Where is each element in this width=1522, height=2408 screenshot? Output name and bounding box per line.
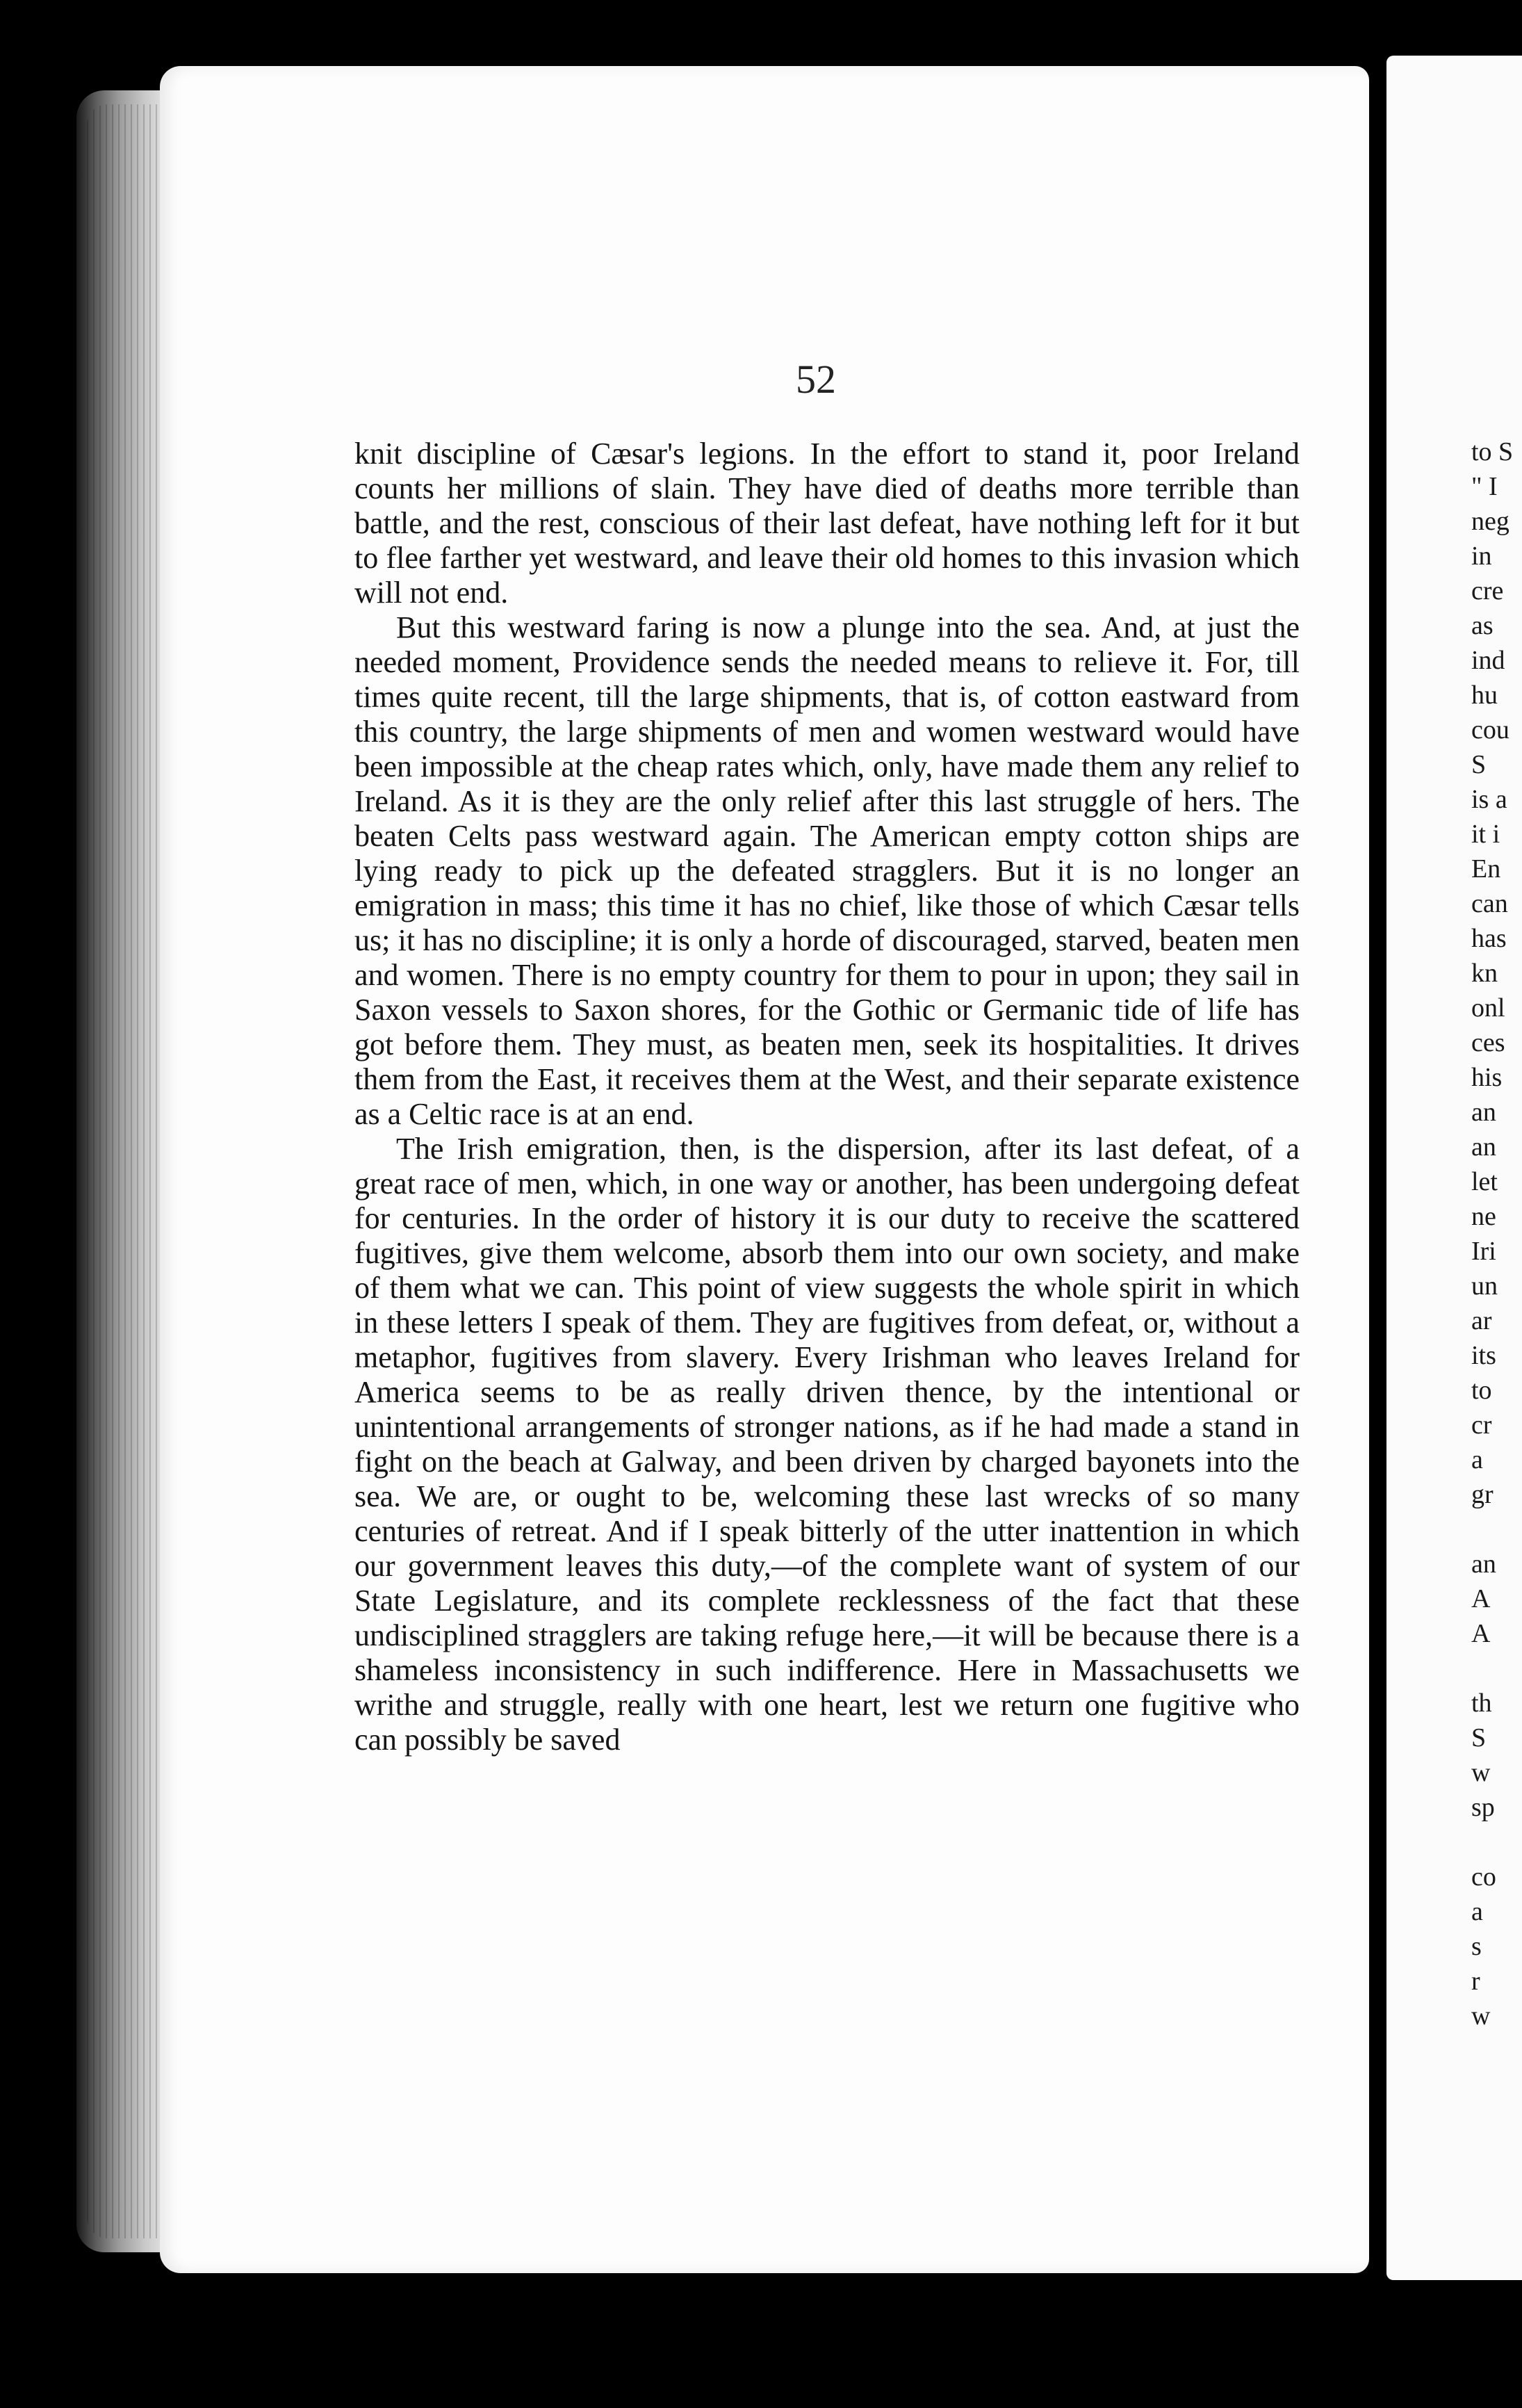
facing-page-line: an [1471, 1098, 1496, 1127]
facing-page-line: cre [1471, 576, 1504, 605]
facing-page-line: ar [1471, 1306, 1492, 1335]
facing-page [1386, 56, 1522, 2280]
facing-page-line: cou [1471, 715, 1509, 745]
facing-page-line: " I [1471, 472, 1498, 501]
facing-page-line: as [1471, 611, 1494, 640]
facing-page-line: un [1471, 1271, 1498, 1301]
facing-page-line: ind [1471, 646, 1505, 675]
paragraph: knit discipline of Cæsar's legions. In the effort to stand it, poor Ireland counts her millions of slain. They have died of deaths more terrible than battle, and the rest, conscious of their last defeat, have nothing left for it but to flee farther yet westward, and leave their old homes to this invasion which will not end. [354, 437, 1300, 610]
facing-page-line: w [1471, 1758, 1491, 1787]
page-number: 52 [796, 357, 836, 402]
facing-page-line: his [1471, 1063, 1503, 1092]
page-edge-lines [87, 104, 163, 2238]
page-text [354, 437, 1300, 1757]
facing-page-line: Iri [1471, 1237, 1496, 1266]
facing-page-line: S [1471, 750, 1487, 779]
facing-page-line: has [1471, 924, 1507, 953]
facing-page-line: a [1471, 1897, 1483, 1926]
facing-page-line: sp [1471, 1793, 1495, 1822]
facing-page-line: onl [1471, 993, 1505, 1023]
facing-page-line: ne [1471, 1202, 1496, 1231]
facing-page-line: s [1471, 1932, 1482, 1961]
facing-page-line: A [1471, 1619, 1491, 1648]
facing-page-line: can [1471, 889, 1508, 918]
facing-page-line: it i [1471, 820, 1500, 849]
facing-page-line: an [1471, 1132, 1496, 1162]
facing-page-line: cr [1471, 1410, 1492, 1440]
facing-page-line: A [1471, 1584, 1491, 1613]
paragraph: But this westward faring is now a plunge into the sea. And, at just the needed moment, Providence sends the needed means to relieve it. For, till times quite recent, till the large shipments, that is, of cotton eastward from this country, the large shipments of men and women westward would have been impossible at the cheap rates which, only, have made them any relief to Ireland. As it is they are the only relief after this last struggle of hers. The beaten Celts pass westward again. The American empty cotton ships are lying ready to pick up the defeated stragglers. But it is no longer an emigration in mass; this time it has no chief, like those of which Cæsar tells us; it has no discipline; it is only a horde of discouraged, starved, beaten men and women. There is no empty country for them to pour in upon; they sail in Saxon vessels to Saxon shores, for the Gothic or Germanic tide of life has got before them. They must, as beaten men, seek its hospitalities. It drives them from the East, it receives them at the West, and their separate existence as a Celtic race is at an end. [354, 610, 1300, 1131]
facing-page-line: let [1471, 1167, 1498, 1196]
facing-page-line: S [1471, 1723, 1487, 1752]
facing-page-line: hu [1471, 681, 1498, 710]
facing-page-line: En [1471, 854, 1501, 884]
facing-page-line: to [1471, 1376, 1492, 1405]
facing-page-line: in [1471, 542, 1492, 571]
facing-page-line: th [1471, 1689, 1492, 1718]
facing-page-line: neg [1471, 507, 1509, 536]
facing-page-line: gr [1471, 1480, 1494, 1509]
paragraph: The Irish emigration, then, is the dispersion, after its last defeat, of a great race of men, which, in one way or another, has been undergoing defeat for centuries. In the order of history it is our duty to receive the scattered fugitives, give them welcome, absorb them into our own society, and make of them what we can. This point of view suggests the whole spirit in which in these letters I speak of them. They are fugitives from defeat, or, without a metaphor, fugitives from slavery. Every Irishman who leaves Ireland for America seems to be as really driven thence, by the intentional or unintentional arrangements of stronger nations, as if he had made a stand in fight on the beach at Galway, and been driven by charged bayonets into the sea. We are, or ought to be, welcoming these last wrecks of so many centuries of retreat. And if I speak bitterly of the utter inattention in which our government leaves this duty,—of the complete want of system of our State Legislature, and its complete recklessness of the fact that these undisciplined stragglers are taking refuge here,—it will be because there is a shameless inconsistency in such indifference. Here in Massachusetts we writhe and struggle, really with one heart, lest we return one fugitive who can possibly be saved [354, 1132, 1300, 1757]
facing-page-line: an [1471, 1549, 1496, 1579]
facing-page-line: to S [1471, 437, 1514, 466]
facing-page-line: co [1471, 1862, 1496, 1892]
facing-page-line: its [1471, 1341, 1496, 1370]
facing-page-line: kn [1471, 959, 1498, 988]
facing-page-line: a [1471, 1445, 1483, 1474]
facing-page-line: ces [1471, 1028, 1505, 1057]
facing-page-line: is a [1471, 785, 1507, 814]
facing-page-line: r [1471, 1967, 1480, 1996]
facing-page-line: w [1471, 2001, 1491, 2031]
